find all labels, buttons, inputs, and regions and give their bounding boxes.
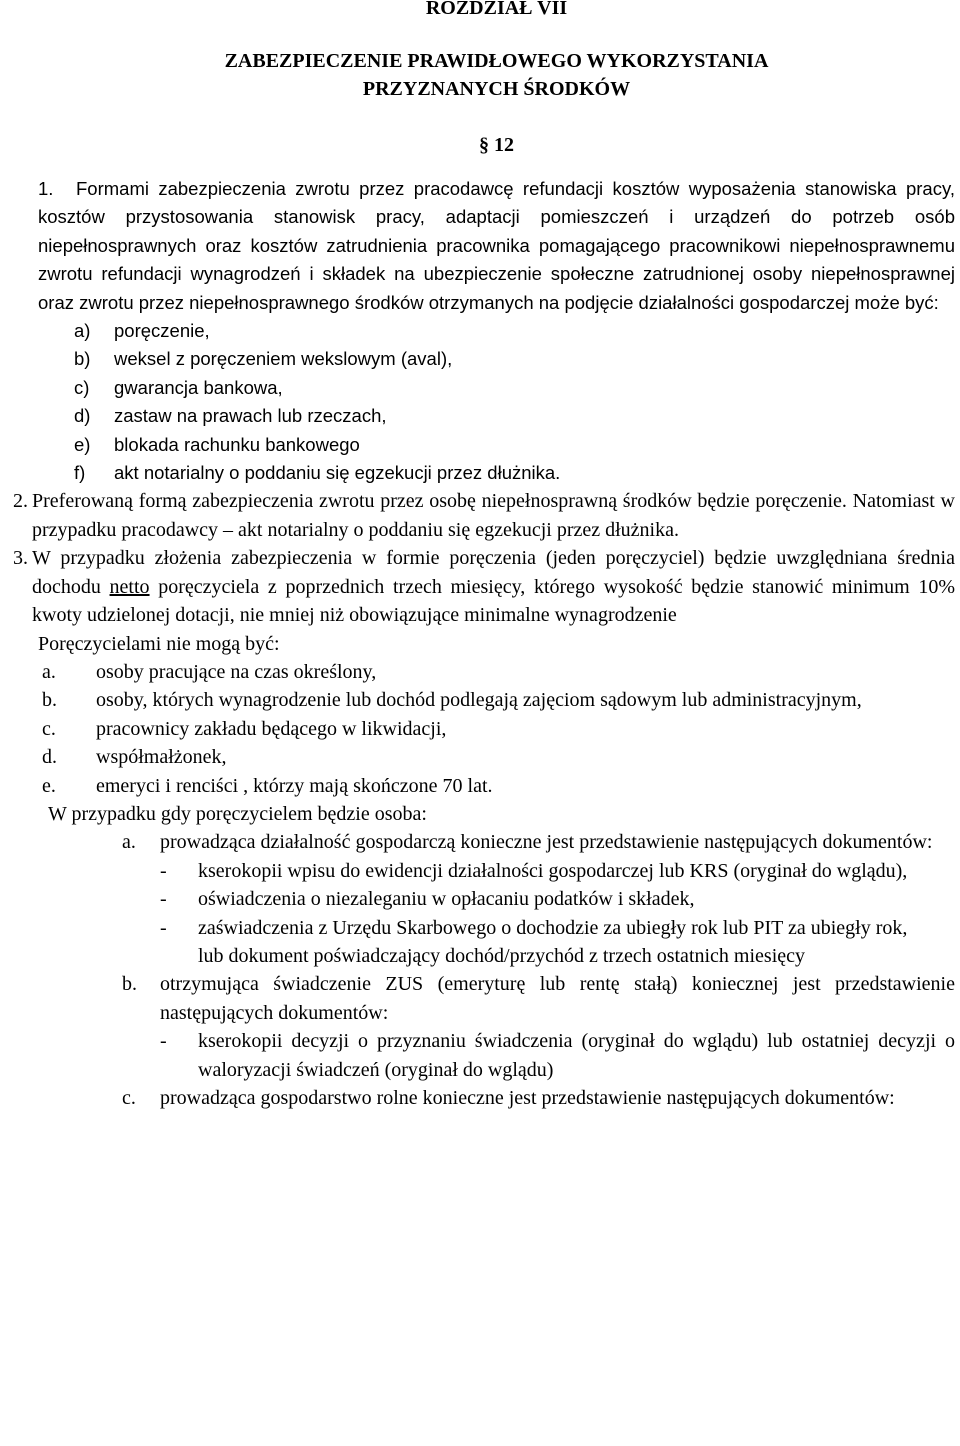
underlined-term: netto bbox=[109, 575, 150, 598]
case-text: prowadząca działalność gospodarczą konieczne jest przedstawienie następujących dokumentów: bbox=[160, 831, 933, 854]
document-item bbox=[160, 885, 955, 913]
list-item bbox=[74, 317, 955, 345]
paragraph-1-body bbox=[38, 175, 955, 317]
document-text: kserokopii wpisu do ewidencji działalności gospodarczej lub KRS (oryginał do wglądu), bbox=[198, 859, 908, 882]
document-item bbox=[160, 942, 955, 970]
section-number bbox=[38, 131, 955, 175]
case-label: c. bbox=[122, 1087, 136, 1109]
list-item-label: d. bbox=[42, 746, 57, 769]
document-dash: - bbox=[160, 916, 167, 939]
list-item-label: d) bbox=[74, 405, 91, 427]
document-dash: - bbox=[160, 888, 167, 911]
case-label: b. bbox=[122, 973, 137, 996]
list-item bbox=[42, 772, 955, 800]
list-item-text: weksel z poręczeniem wekslowym (aval), bbox=[114, 348, 453, 370]
list-item bbox=[74, 374, 955, 402]
case-body bbox=[160, 1084, 955, 1112]
list-item-text: akt notarialny o poddaniu się egzekucji przez dłużnika. bbox=[114, 462, 561, 484]
list-item bbox=[74, 402, 955, 430]
list-item-text: osoby, których wynagrodzenie lub dochód podlegają zajęciom sądowym lub administracyjnym, bbox=[96, 689, 862, 712]
case-text: otrzymująca świadczenie ZUS (emeryturę lub rentę stałą) koniecznej jest przedstawienie następujących dokumentów: bbox=[160, 973, 955, 1024]
list-item-text: pracownicy zakładu będącego w likwidacji, bbox=[96, 717, 447, 740]
list-item-label: c) bbox=[74, 376, 90, 398]
chapter-title bbox=[38, 47, 955, 131]
list-item bbox=[42, 658, 955, 686]
case-item bbox=[122, 970, 955, 1084]
paragraph-2-text: Preferowaną formą zabezpieczenia zwrotu przez osobę niepełnosprawną środków będzie poręczenie. Natomiast w przypadku pracodawcy – akt notarialny o poddaniu się egzekucji przez dłużnika. bbox=[32, 490, 955, 541]
document-text: lub dokument poświadczający dochód/przychód z trzech ostatnich miesięcy bbox=[198, 944, 806, 967]
paragraph-3 bbox=[0, 544, 955, 629]
document-text: kserokopii decyzji o przyznaniu świadczenia (oryginał do wglądu) lub ostatniej decyzji o waloryzacji świadczeń (oryginał do wglądu) bbox=[198, 1030, 955, 1081]
paragraph-3-text-part: poręczyciela z poprzednich trzech miesięcy, którego wysokość będzie stanowić minimum 10% kwoty udzielonej dotacji, nie mniej niż obowiązujące minimalne wynagrodzenie bbox=[32, 575, 955, 627]
document-item bbox=[160, 857, 955, 885]
case-intro: W przypadku gdy poręczycielem będzie osoba: bbox=[48, 802, 427, 825]
chapter-heading: ROZDZIAŁ VII bbox=[425, 0, 568, 19]
paragraph-2-number: 2. bbox=[13, 490, 28, 513]
chapter-title-line-1: ZABEZPIECZENIE PRAWIDŁOWEGO WYKORZYSTANIA bbox=[224, 50, 769, 72]
guarantor-cases-list bbox=[38, 828, 955, 1112]
list-item bbox=[74, 345, 955, 373]
list-item-text: emeryci i renciści , którzy mają skończone 70 lat. bbox=[96, 774, 493, 797]
case-body bbox=[160, 970, 955, 1084]
document-text: zaświadczenia z Urzędu Skarbowego o dochodzie za ubiegły rok lub PIT za ubiegły rok, bbox=[198, 916, 908, 939]
list-item-label: e. bbox=[42, 774, 56, 797]
document-text: oświadczenia o niezaleganiu w opłacaniu podatków i składek, bbox=[198, 888, 695, 911]
document-dash: - bbox=[160, 1030, 167, 1053]
paragraph-3-text bbox=[28, 544, 955, 629]
paragraph-3-number: 3. bbox=[13, 547, 28, 570]
list-item-label: a. bbox=[42, 660, 56, 683]
paragraph-1-text: Formami zabezpieczenia zwrotu przez pracodawcę refundacji kosztów wyposażenia stanowiska pracy, kosztów przystosowania stanowisk pracy, adaptacji pomieszczeń i urządzeń do potrzeb osób niepełnosprawnych oraz kosztów zatrudnienia pracownika pomagającego pracownikowi niepełnosprawnemu zwrotu refundacji wynagrodzeń i składek na ubezpieczenie społeczne zatrudnionej osoby niepełnosprawnej oraz zwrotu przez niepełnosprawnego środków otrzymanych na podjęcie działalności gospodarczej może być: bbox=[38, 178, 955, 313]
section-label: § 12 bbox=[479, 134, 514, 156]
case-label: a. bbox=[122, 831, 136, 854]
case-item bbox=[122, 1084, 955, 1112]
guarantors-intro: Poręczycielami nie mogą być: bbox=[38, 632, 280, 655]
paragraph-3-text-part: W przypadku złożenia zabezpieczenia w formie poręczenia (jeden poręczyciel) będzie uwzględniana średnia dochodu bbox=[32, 547, 955, 598]
security-forms-list bbox=[38, 317, 955, 487]
list-item-label: f) bbox=[74, 462, 86, 484]
excluded-guarantors-list bbox=[38, 658, 955, 800]
list-item bbox=[42, 743, 955, 771]
document-dash: - bbox=[160, 859, 167, 882]
document-item bbox=[160, 1027, 955, 1084]
list-item-text: poręczenie, bbox=[114, 320, 210, 342]
list-item-label: e) bbox=[74, 433, 91, 455]
list-item-text: gwarancja bankowa, bbox=[114, 376, 283, 398]
paragraph-2 bbox=[0, 487, 955, 544]
case-item bbox=[122, 828, 955, 970]
list-item-text: osoby pracujące na czas określony, bbox=[96, 660, 377, 683]
list-item-label: a) bbox=[74, 320, 91, 342]
paragraph-1 bbox=[38, 175, 955, 317]
case-body bbox=[160, 828, 955, 970]
list-item-text: współmałżonek, bbox=[96, 746, 227, 769]
document-page bbox=[13, 0, 955, 1112]
list-item-label: b) bbox=[74, 348, 91, 370]
list-item bbox=[42, 715, 955, 743]
list-item-label: b. bbox=[42, 689, 57, 712]
list-item-text: blokada rachunku bankowego bbox=[114, 433, 360, 455]
list-item bbox=[74, 431, 955, 459]
case-text: prowadząca gospodarstwo rolne konieczne jest przedstawienie następujących dokumentów: bbox=[160, 1087, 895, 1109]
document-dash bbox=[160, 942, 198, 970]
list-item-label: c. bbox=[42, 717, 56, 740]
list-item-text: zastaw na prawach lub rzeczach, bbox=[114, 405, 387, 427]
paragraph-1-number: 1. bbox=[38, 178, 54, 199]
list-item bbox=[42, 686, 955, 714]
chapter-title-line-2: PRZYZNANYCH ŚRODKÓW bbox=[362, 78, 631, 100]
document-item bbox=[160, 914, 955, 942]
list-item bbox=[74, 459, 955, 487]
